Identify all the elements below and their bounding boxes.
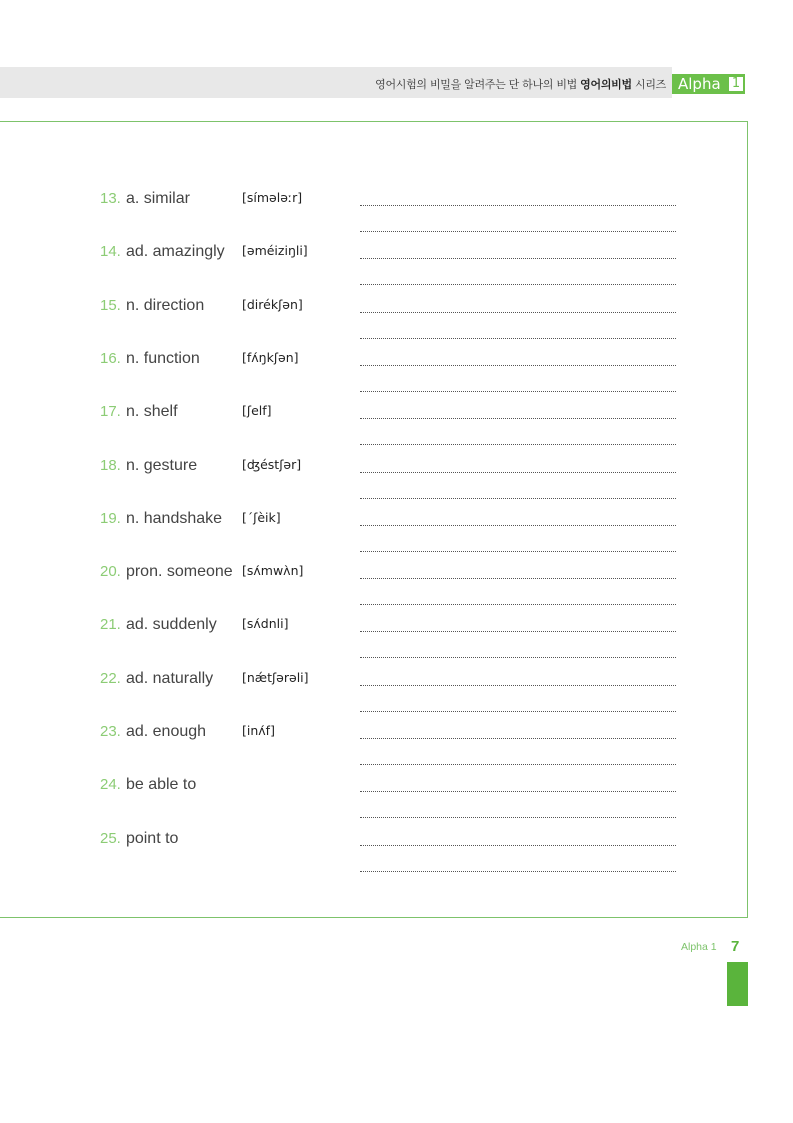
entry-phonetic: [símələːr] xyxy=(242,190,303,205)
entry-number: 18. xyxy=(100,456,121,474)
entry-word: a. similar xyxy=(125,190,190,207)
answer-writing-line[interactable] xyxy=(360,871,676,872)
entry-number: 20. xyxy=(100,563,121,581)
answer-writing-line[interactable] xyxy=(360,365,676,366)
vocab-entry xyxy=(100,455,197,475)
series-title: 영어시험의 비밀을 알려주는 단 하나의 비법 영어의비법 시리즈 xyxy=(375,78,666,91)
entry-number: 13. xyxy=(100,190,121,207)
entry-phonetic: [dirékʃən] xyxy=(242,296,303,312)
entry-word: n. function xyxy=(125,349,200,367)
entry-phonetic: [ʤéstʃər] xyxy=(242,456,302,472)
vocab-entry xyxy=(100,561,233,581)
answer-writing-line[interactable] xyxy=(360,391,676,392)
vocab-entry xyxy=(100,241,225,261)
answer-writing-line[interactable] xyxy=(360,258,676,259)
answer-writing-line[interactable] xyxy=(360,498,676,499)
entry-word: n. shelf xyxy=(125,403,178,421)
entry-number: 22. xyxy=(100,669,121,687)
page-edge-tab xyxy=(727,962,748,1006)
answer-writing-line[interactable] xyxy=(360,418,676,419)
entry-phonetic: [əméiziŋli] xyxy=(242,243,308,259)
entry-word: ad. amazingly xyxy=(125,243,225,261)
page-number: 7 xyxy=(731,938,740,955)
answer-writing-line[interactable] xyxy=(360,525,676,526)
answer-writing-line[interactable] xyxy=(360,205,676,206)
entry-number: 25. xyxy=(100,829,121,847)
alpha-level-number: 1 xyxy=(728,76,744,92)
entry-phonetic: [nǽtʃərəli] xyxy=(242,669,309,685)
vocab-entry xyxy=(100,401,178,421)
entry-number: 21. xyxy=(100,616,121,634)
answer-writing-line[interactable] xyxy=(360,764,676,765)
entry-phonetic: [ˊʃèik] xyxy=(242,509,281,525)
answer-writing-line[interactable] xyxy=(360,738,676,739)
entry-phonetic: [fʌ́ŋkʃən] xyxy=(242,349,299,365)
answer-writing-line[interactable] xyxy=(360,845,676,846)
entry-phonetic: [sʌ́dnli] xyxy=(242,616,289,632)
answer-writing-line[interactable] xyxy=(360,551,676,552)
answer-writing-line[interactable] xyxy=(360,338,676,339)
vocab-entry xyxy=(100,188,190,208)
answer-writing-line[interactable] xyxy=(360,817,676,818)
vocab-entry xyxy=(100,508,222,528)
entry-number: 15. xyxy=(100,296,121,314)
entry-number: 24. xyxy=(100,776,121,794)
vocab-entry xyxy=(100,668,213,688)
vocab-entry xyxy=(100,614,217,634)
answer-writing-line[interactable] xyxy=(360,578,676,579)
entry-word: ad. naturally xyxy=(125,669,214,687)
answer-writing-line[interactable] xyxy=(360,631,676,632)
entry-phonetic: [inʌ́f] xyxy=(242,723,275,738)
vocab-entry xyxy=(100,721,206,741)
entry-number: 16. xyxy=(100,349,121,367)
entry-word: pron. someone xyxy=(125,563,233,581)
answer-writing-line[interactable] xyxy=(360,472,676,473)
answer-writing-line[interactable] xyxy=(360,284,676,285)
entry-phonetic: [ʃelf] xyxy=(242,403,272,419)
answer-writing-line[interactable] xyxy=(360,685,676,686)
answer-writing-line[interactable] xyxy=(360,657,676,658)
vocab-entry xyxy=(100,828,178,848)
vocab-entry xyxy=(100,295,204,315)
entry-number: 14. xyxy=(100,243,121,261)
entry-number: 23. xyxy=(100,723,121,740)
entry-number: 17. xyxy=(100,403,121,421)
answer-writing-line[interactable] xyxy=(360,791,676,792)
vocab-entry xyxy=(100,348,200,368)
answer-writing-line[interactable] xyxy=(360,231,676,232)
alpha-label: Alpha xyxy=(678,75,721,93)
entry-word: ad. enough xyxy=(125,723,207,740)
answer-writing-line[interactable] xyxy=(360,604,676,605)
entry-word: n. gesture xyxy=(125,456,198,474)
footer-book-label: Alpha 1 xyxy=(681,941,717,953)
entry-word: n. direction xyxy=(125,296,205,314)
answer-writing-line[interactable] xyxy=(360,312,676,313)
entry-phonetic: [sʌ́mwʌ̀n] xyxy=(242,563,304,579)
entry-word: point to xyxy=(125,829,179,847)
entry-word: ad. suddenly xyxy=(125,616,217,634)
entry-number: 19. xyxy=(100,509,121,527)
entry-word: be able to xyxy=(125,776,197,794)
answer-writing-line[interactable] xyxy=(360,711,676,712)
vocab-entry xyxy=(100,774,196,794)
series-name-bold: 영어의비법 xyxy=(580,78,632,91)
answer-writing-line[interactable] xyxy=(360,444,676,445)
entry-word: n. handshake xyxy=(125,509,223,527)
